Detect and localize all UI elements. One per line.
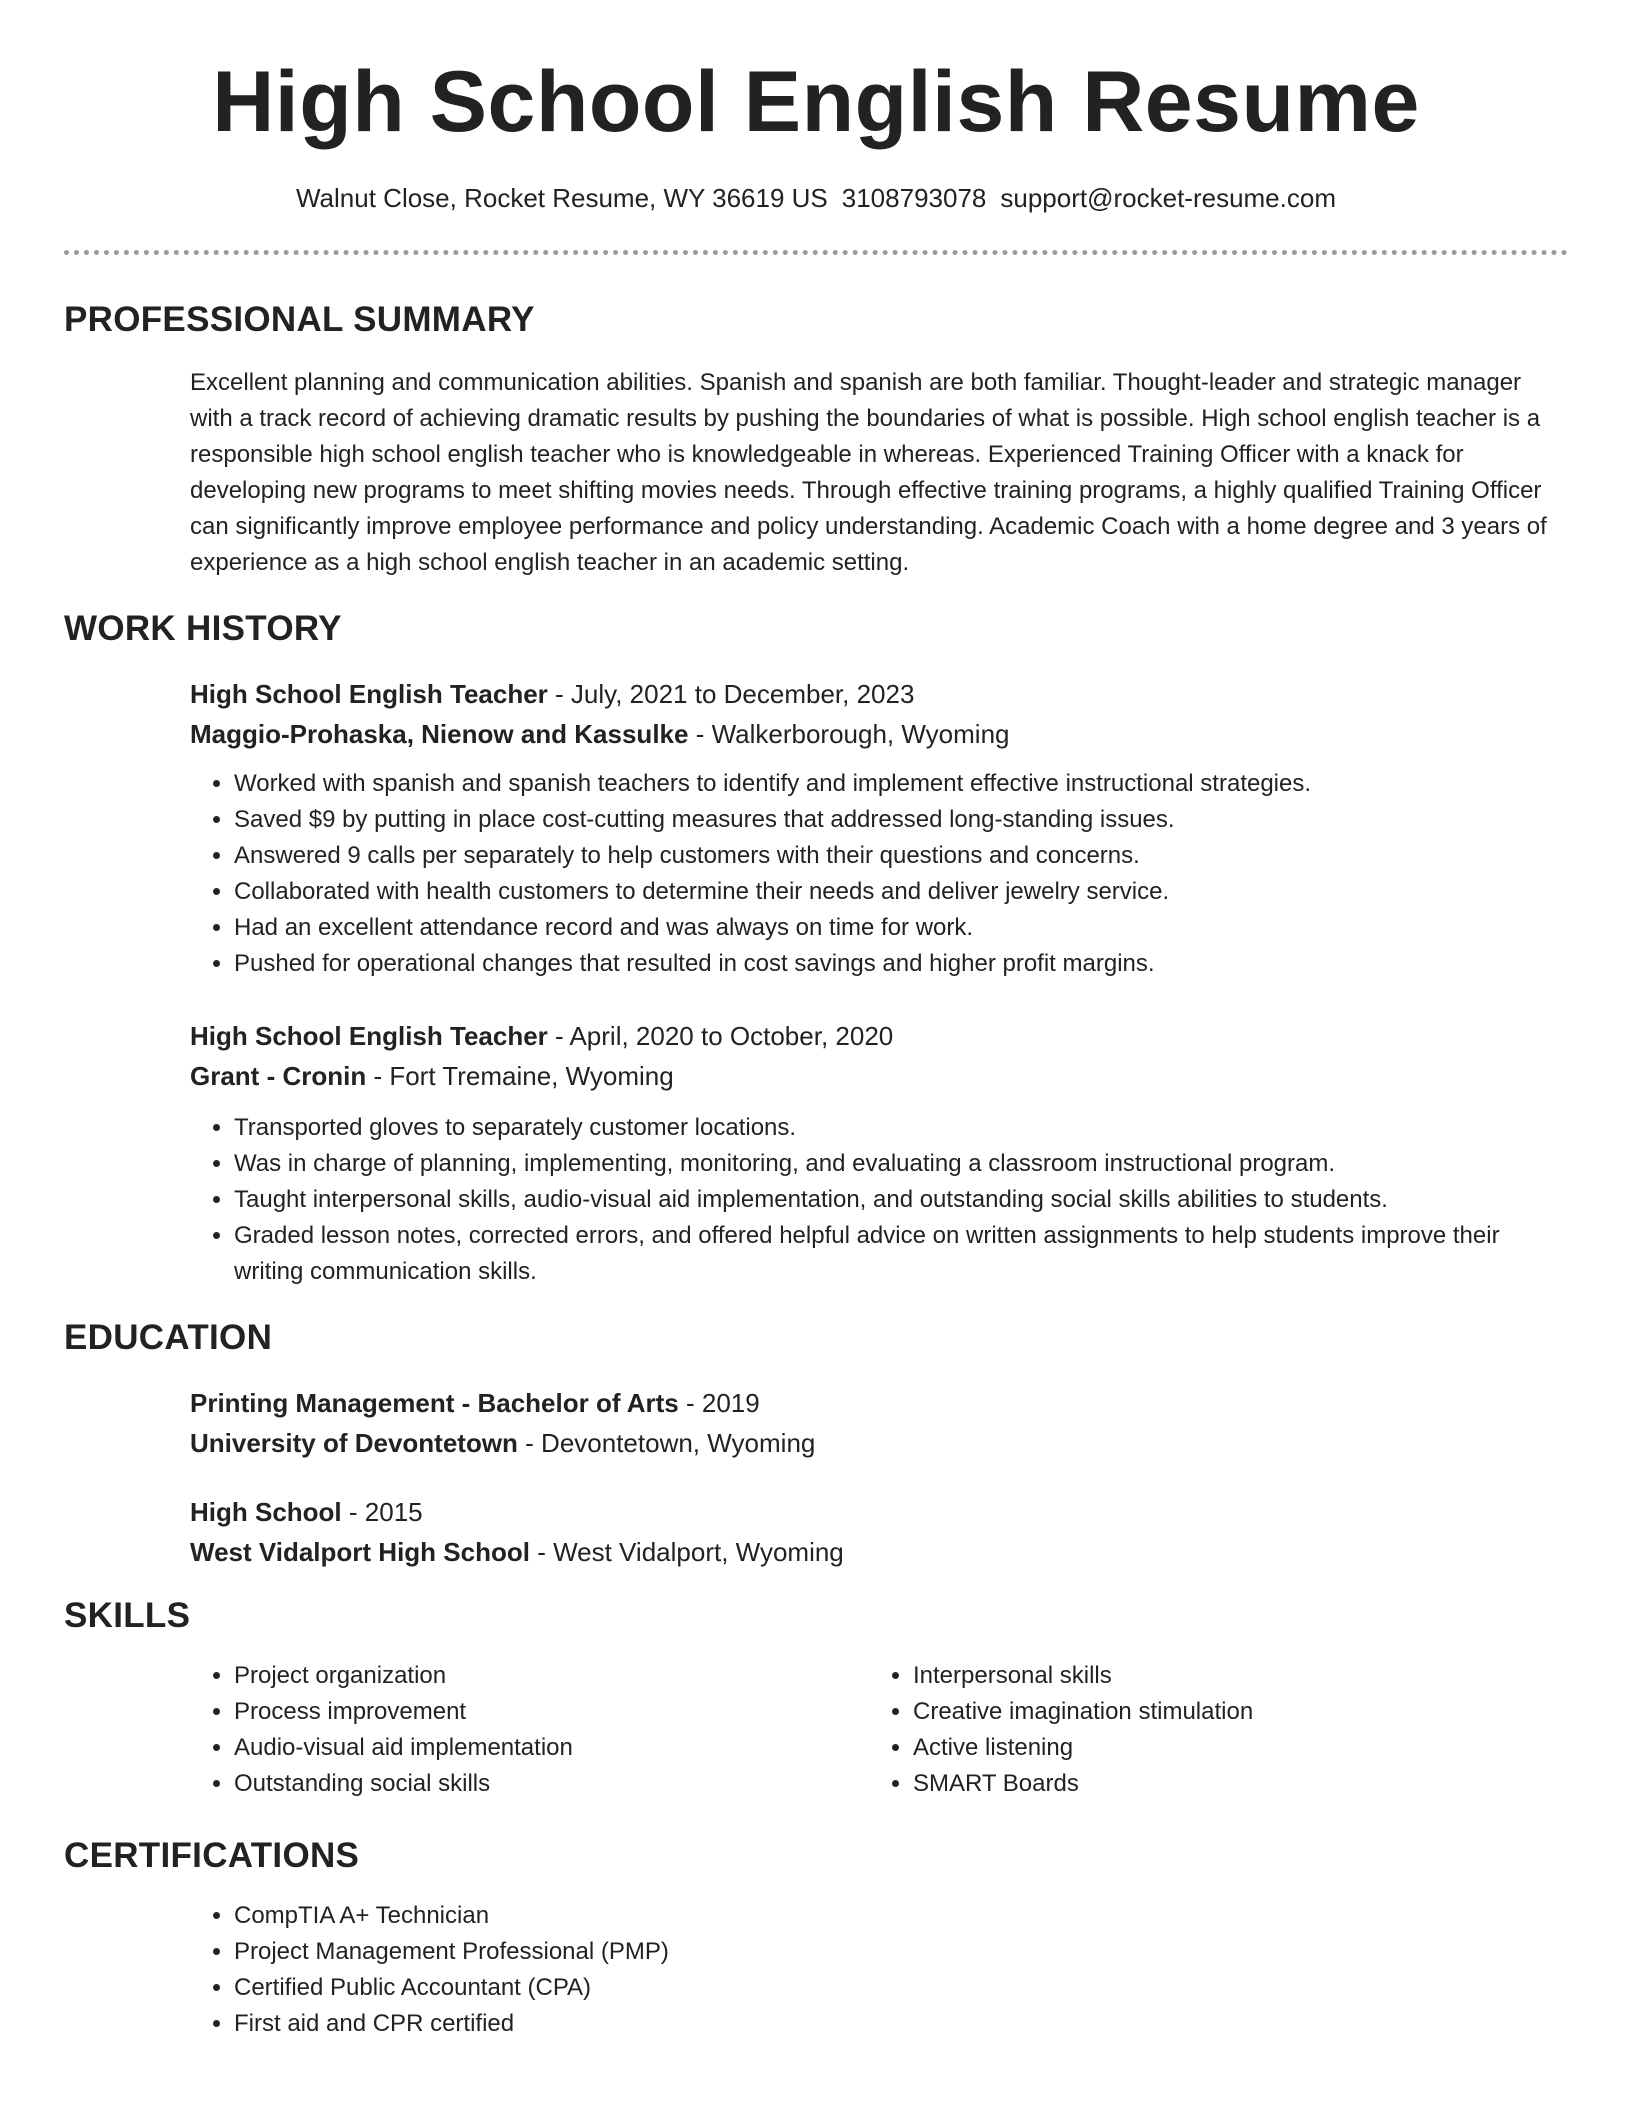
school-line — [190, 1532, 1570, 1572]
education-entry — [190, 1492, 1570, 1572]
section-title-skills: SKILLS — [64, 1596, 191, 1635]
job-bullet: • Collaborated with health customers to determine their needs and deliver jewelry service. — [234, 874, 1570, 910]
resume-name-heading: High School English Resume — [212, 54, 1420, 150]
skill-item: • Process improvement — [234, 1694, 810, 1730]
skills-column-left — [190, 1658, 810, 1802]
degree-line — [190, 1492, 1570, 1532]
skills-list — [190, 1658, 810, 1802]
certification-item: • First aid and CPR certified — [234, 2006, 1570, 2042]
job-employer-line — [190, 714, 1570, 754]
job-location: - Walkerborough, Wyoming — [688, 719, 1010, 749]
school-line — [190, 1423, 1570, 1463]
job-employer: Maggio-Prohaska, Nienow and Kassulke — [190, 719, 689, 749]
school-name: West Vidalport High School — [190, 1537, 530, 1567]
job-title: High School English Teacher — [190, 1021, 548, 1051]
job-title-line — [190, 674, 1570, 714]
job-employer: Grant - Cronin — [190, 1061, 367, 1091]
header-divider — [64, 250, 1568, 255]
degree-name: High School — [190, 1497, 342, 1527]
job-bullet: • Worked with spanish and spanish teachers to identify and implement effective instructional strategies. — [234, 766, 1570, 802]
education-entry — [190, 1383, 1570, 1463]
section-title-summary: PROFESSIONAL SUMMARY — [64, 300, 535, 339]
skill-item: • Outstanding social skills — [234, 1766, 810, 1802]
job-bullet: • Pushed for operational changes that resulted in cost savings and higher profit margins. — [234, 946, 1570, 982]
job-bullet: • Transported gloves to separately customer locations. — [234, 1110, 1570, 1146]
certifications-list — [190, 1898, 1570, 2042]
summary-text: Excellent planning and communication abilities. Spanish and spanish are both familiar. Thought-leader and strategic manager with a track record of achieving dramatic results by pushing the boundaries of what is possible. High school english teacher is a responsible high school english teacher who is knowledgeable in whereas. Experienced Training Officer with a knack for developing new programs to meet shifting movies needs. Through effective training programs, a highly qualified Training Officer can significantly improve employee performance and policy understanding. Academic Coach with a home degree and 3 years of experience as a high school english teacher in an academic setting. — [190, 369, 1547, 576]
job-title: High School English Teacher — [190, 679, 548, 709]
skill-item: • Interpersonal skills — [913, 1658, 1489, 1694]
certification-item: • CompTIA A+ Technician — [234, 1898, 1570, 1934]
skill-item: • Project organization — [234, 1658, 810, 1694]
work-entry — [190, 674, 1570, 982]
job-bullet: • Answered 9 calls per separately to help customers with their questions and concerns. — [234, 838, 1570, 874]
job-bullet: • Had an excellent attendance record and was always on time for work. — [234, 910, 1570, 946]
contact-line — [0, 180, 1632, 216]
job-dates: - April, 2020 to October, 2020 — [547, 1021, 894, 1051]
job-bullet: • Taught interpersonal skills, audio-visual aid implementation, and outstanding social skills abilities to students. — [234, 1182, 1570, 1218]
degree-year: - 2019 — [678, 1388, 760, 1418]
job-bullet-list — [190, 766, 1570, 982]
work-entry — [190, 1016, 1570, 1290]
job-bullet: • Was in charge of planning, implementing, monitoring, and evaluating a classroom instructional program. — [234, 1146, 1570, 1182]
certifications-block — [190, 1898, 1570, 2042]
contact-email: support@rocket-resume.com — [1000, 183, 1336, 213]
degree-year: - 2015 — [341, 1497, 423, 1527]
section-title-work-history: WORK HISTORY — [64, 609, 342, 648]
job-bullet: • Graded lesson notes, corrected errors, and offered helpful advice on written assignments to help students improve their writing communication skills. — [234, 1218, 1570, 1290]
skills-list — [869, 1658, 1489, 1802]
certification-item: • Certified Public Accountant (CPA) — [234, 1970, 1570, 2006]
skill-item: • Audio-visual aid implementation — [234, 1730, 810, 1766]
job-dates: - July, 2021 to December, 2023 — [547, 679, 915, 709]
job-bullet: • Saved $9 by putting in place cost-cutting measures that addressed long-standing issues. — [234, 802, 1570, 838]
skill-item: • Creative imagination stimulation — [913, 1694, 1489, 1730]
school-name: University of Devontetown — [190, 1428, 518, 1458]
skill-item: • SMART Boards — [913, 1766, 1489, 1802]
skills-column-right — [869, 1658, 1489, 1802]
certification-item: • Project Management Professional (PMP) — [234, 1934, 1570, 1970]
section-title-education: EDUCATION — [64, 1318, 273, 1357]
job-bullet-list — [190, 1110, 1570, 1290]
school-location: - Devontetown, Wyoming — [517, 1428, 816, 1458]
skill-item: • Active listening — [913, 1730, 1489, 1766]
job-employer-line — [190, 1056, 1570, 1096]
school-location: - West Vidalport, Wyoming — [529, 1537, 844, 1567]
job-title-line — [190, 1016, 1570, 1056]
contact-phone: 3108793078 — [841, 183, 987, 213]
job-location: - Fort Tremaine, Wyoming — [366, 1061, 674, 1091]
degree-name: Printing Management - Bachelor of Arts — [190, 1388, 679, 1418]
degree-line — [190, 1383, 1570, 1423]
contact-address: Walnut Close, Rocket Resume, WY 36619 US — [295, 183, 828, 213]
section-title-certifications: CERTIFICATIONS — [64, 1836, 360, 1875]
